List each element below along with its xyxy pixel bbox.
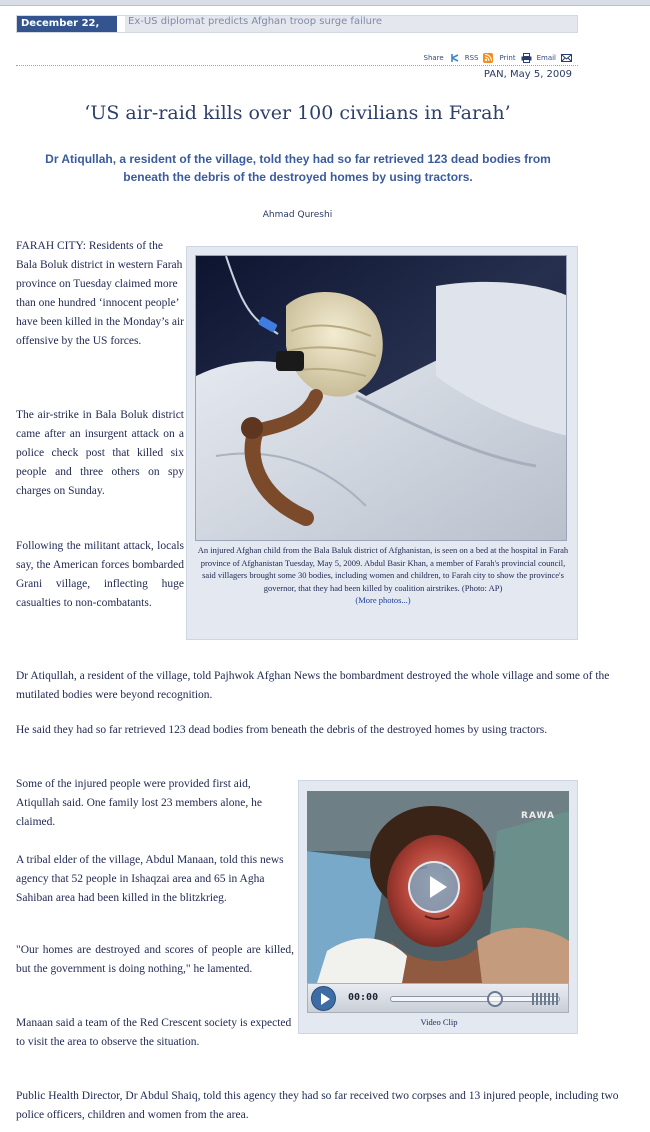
paragraph-3 xyxy=(16,537,184,613)
paragraph-text: A tribal elder of the village, Abdul Manaan, told this news agency that 52 people in Ishaqzai area and 65 in Agha Sahiban area had been killed in the blitzkrieg. xyxy=(16,854,284,904)
rss-link[interactable]: RSS xyxy=(464,54,479,62)
video-player[interactable] xyxy=(307,791,569,983)
video-time: 00:00 xyxy=(348,992,379,1003)
rss-icon[interactable] xyxy=(483,53,494,63)
ticker-headline-link[interactable]: Ex-US diplomat predicts Afghan troop surge failure xyxy=(128,16,383,27)
paragraph-text: He said they had so far retrieved 123 dead bodies from beneath the debris of the destroyed homes by using tractors. xyxy=(16,724,548,736)
paragraph-text: Dr Atiqullah, a resident of the village, told Pajhwok Afghan News the bombardment destroyed the whole village and some of the mutilated bodies were beyond recognition. xyxy=(16,670,610,701)
volume-icon[interactable] xyxy=(532,993,560,1005)
video-controls xyxy=(307,983,569,1013)
print-link[interactable]: Print xyxy=(499,54,516,62)
paragraph-4 xyxy=(16,667,634,705)
article-tools xyxy=(424,51,573,65)
dotted-divider xyxy=(16,65,578,66)
play-overlay-button[interactable] xyxy=(408,861,460,913)
video-scrubber[interactable] xyxy=(487,991,503,1007)
paragraph-text: Public Health Director, Dr Abdul Shaiq, told this agency they had so far received two corpses and 13 injured people, including two police officers, children and women from the area. xyxy=(16,1090,619,1121)
paragraph-10 xyxy=(16,1087,634,1125)
share-link[interactable]: Share xyxy=(423,54,444,62)
paragraph-text: The air-strike in Bala Boluk district came after an insurgent attack on a police check post that killed six people and three others on spy charges on Sunday. xyxy=(16,409,184,497)
paragraph-8 xyxy=(16,941,294,979)
print-icon[interactable] xyxy=(521,53,532,63)
video-box xyxy=(298,780,578,1034)
paragraph-1 xyxy=(16,237,184,351)
more-photos-link[interactable]: (More photos...) xyxy=(355,595,411,605)
paragraph-text: Manaan said a team of the Red Crescent society is expected to visit the area to observe the situation. xyxy=(16,1017,292,1048)
photo-image xyxy=(196,256,567,541)
paragraph-7 xyxy=(16,851,294,908)
injured-child-photo[interactable] xyxy=(195,255,567,541)
article-author: Ahmad Qureshi xyxy=(262,210,333,220)
paragraph-text: "Our homes are destroyed and scores of people are killed, but the government is doing nothing," he lamented. xyxy=(16,944,294,975)
article-title: ‘US air-raid kills over 100 civilians in Farah’ xyxy=(84,102,511,124)
paragraph-5 xyxy=(16,721,634,740)
paragraph-9 xyxy=(16,1014,294,1052)
paragraph-text: Some of the injured people were provided first aid, Atiqullah said. One family lost 23 members alone, he claimed. xyxy=(16,778,262,828)
caption-text: An injured Afghan child from the Bala Baluk district of Afghanistan, is seen on a bed at the hospital in Farah province of Afghanistan Tuesday, May 5, 2009. Abdul Basir Khan, a member of Farah's provincial council, said villagers brought some 30 bodies, including women and children, to Farah city to show the province's governor, that they had been killed by coalition airstrikes. (Photo: AP) xyxy=(197,545,569,593)
paragraph-text: Following the militant attack, locals say, the American forces bombarded Grani village, inflecting huge casualties to non-combatants. xyxy=(16,540,184,609)
paragraph-text: FARAH CITY: Residents of the Bala Boluk district in western Farah province on Tuesday claimed more than one hundred ‘innocent people’ have been killed in the Monday’s air offensive by the US forces. xyxy=(16,240,184,347)
play-button[interactable] xyxy=(311,986,336,1011)
photo-box xyxy=(186,246,578,640)
video-watermark: RAWA xyxy=(521,811,555,821)
video-label: Video Clip xyxy=(420,1017,458,1027)
paragraph-2 xyxy=(16,406,184,501)
email-icon[interactable] xyxy=(561,53,572,63)
ticker-separator xyxy=(117,16,125,32)
article-subtitle: Dr Atiqullah, a resident of the village, told they had so far retrieved 123 dead bodies from beneath the debris of the destroyed homes by using tractors. xyxy=(45,152,551,184)
email-link[interactable]: Email xyxy=(536,54,556,62)
source-date: PAN, May 5, 2009 xyxy=(483,69,572,80)
window-top-border xyxy=(0,0,650,6)
ticker-date: December 22, 2009: xyxy=(17,16,117,32)
news-ticker xyxy=(16,15,578,45)
photo-caption xyxy=(193,544,573,607)
share-icon[interactable] xyxy=(449,53,460,63)
paragraph-6 xyxy=(16,775,294,832)
